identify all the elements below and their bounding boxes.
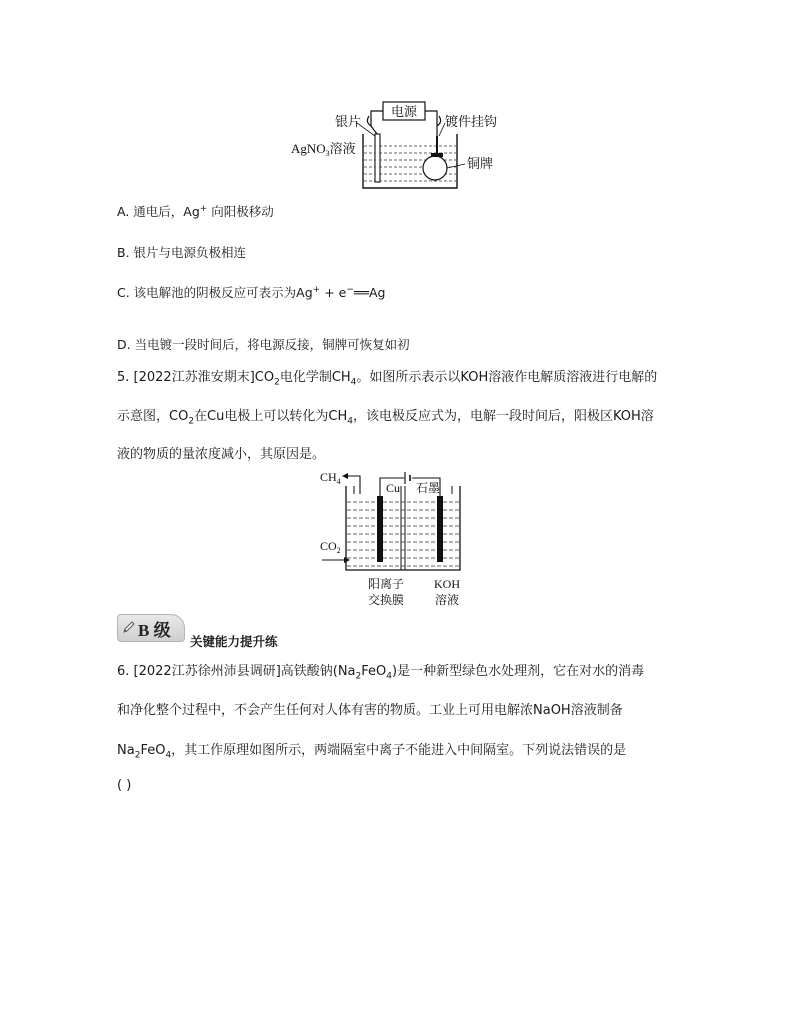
level-badge-text: B 级	[138, 621, 171, 640]
graphite-label: 石墨	[416, 481, 441, 495]
graphite-electrode	[437, 496, 443, 562]
cu-electrode	[377, 496, 383, 562]
pencil-icon	[122, 620, 136, 634]
hook-bar	[431, 153, 443, 157]
membrane-label-2: 交换膜	[367, 593, 405, 607]
copper-medal	[423, 156, 447, 180]
membrane-label-1: 阳离子	[367, 577, 405, 591]
co2-label: $CO_2$	[320, 539, 341, 555]
ch4-arrow	[342, 473, 348, 479]
co2-electrolysis-diagram	[316, 466, 476, 612]
q5-line-1: 5. [2022江苏淮安期末]$CO_2$电化学制$CH_4$。如图所示表示以KOH溶液作电解质溶液进行电解的	[117, 370, 658, 388]
koh-label-1: KOH	[434, 577, 460, 591]
silver-plate	[375, 134, 380, 182]
silver-label: 银片	[335, 114, 362, 129]
ch4-label: $CH_4$	[320, 470, 341, 486]
power-source-label: 电源	[390, 104, 418, 119]
option-c: C. 该电解池的阴极反应可表示为Ag+ + e−══Ag	[117, 284, 386, 300]
level-badge	[117, 614, 185, 642]
cu-label: Cu	[386, 481, 401, 495]
right-wire	[425, 111, 437, 136]
hook-label: 镀件挂钩	[445, 114, 498, 129]
q5-line-3: 液的物质的量浓度减小，其原因是。	[117, 447, 326, 462]
q6-line-3: $Na_2FeO_4$，其工作原理如图所示，两端隔室中离子不能进入中间隔室。下列说法错误的是	[117, 743, 627, 761]
q6-line-2: 和净化整个过程中，不会产生任何对人体有害的物质。工业上可用电解浓NaOH溶液制备	[117, 703, 623, 718]
electroplating-diagram	[285, 96, 510, 196]
q6-line-4: ( )	[117, 778, 132, 793]
left-wire	[371, 111, 383, 134]
copper-label: 铜牌	[467, 156, 494, 171]
q5-line-2: 示意图，$CO_2$在Cu电极上可以转化为$CH_4$，该电极反应式为，电解一段时间后，阳极区KOH溶	[117, 409, 654, 427]
option-b: B. 银片与电源负极相连	[117, 245, 247, 260]
option-a: A. 通电后，Ag+ 向阳极移动	[117, 203, 274, 219]
koh-label-2: 溶液	[434, 593, 460, 607]
ch4-outlet	[346, 476, 360, 494]
section-title: 关键能力提升练	[190, 634, 278, 649]
option-d: D. 当电镀一段时间后，将电源反接，铜牌可恢复如初	[117, 337, 410, 352]
q6-line-1: 6. [2022江苏徐州沛县调研]高铁酸钠$(Na_2FeO_4)$是一种新型绿色水处理剂，它在对水的消毒	[117, 664, 645, 682]
solution-label: AgNO$_3$溶液	[291, 141, 356, 158]
hook-leader	[439, 123, 445, 136]
silver-leader	[357, 123, 375, 136]
